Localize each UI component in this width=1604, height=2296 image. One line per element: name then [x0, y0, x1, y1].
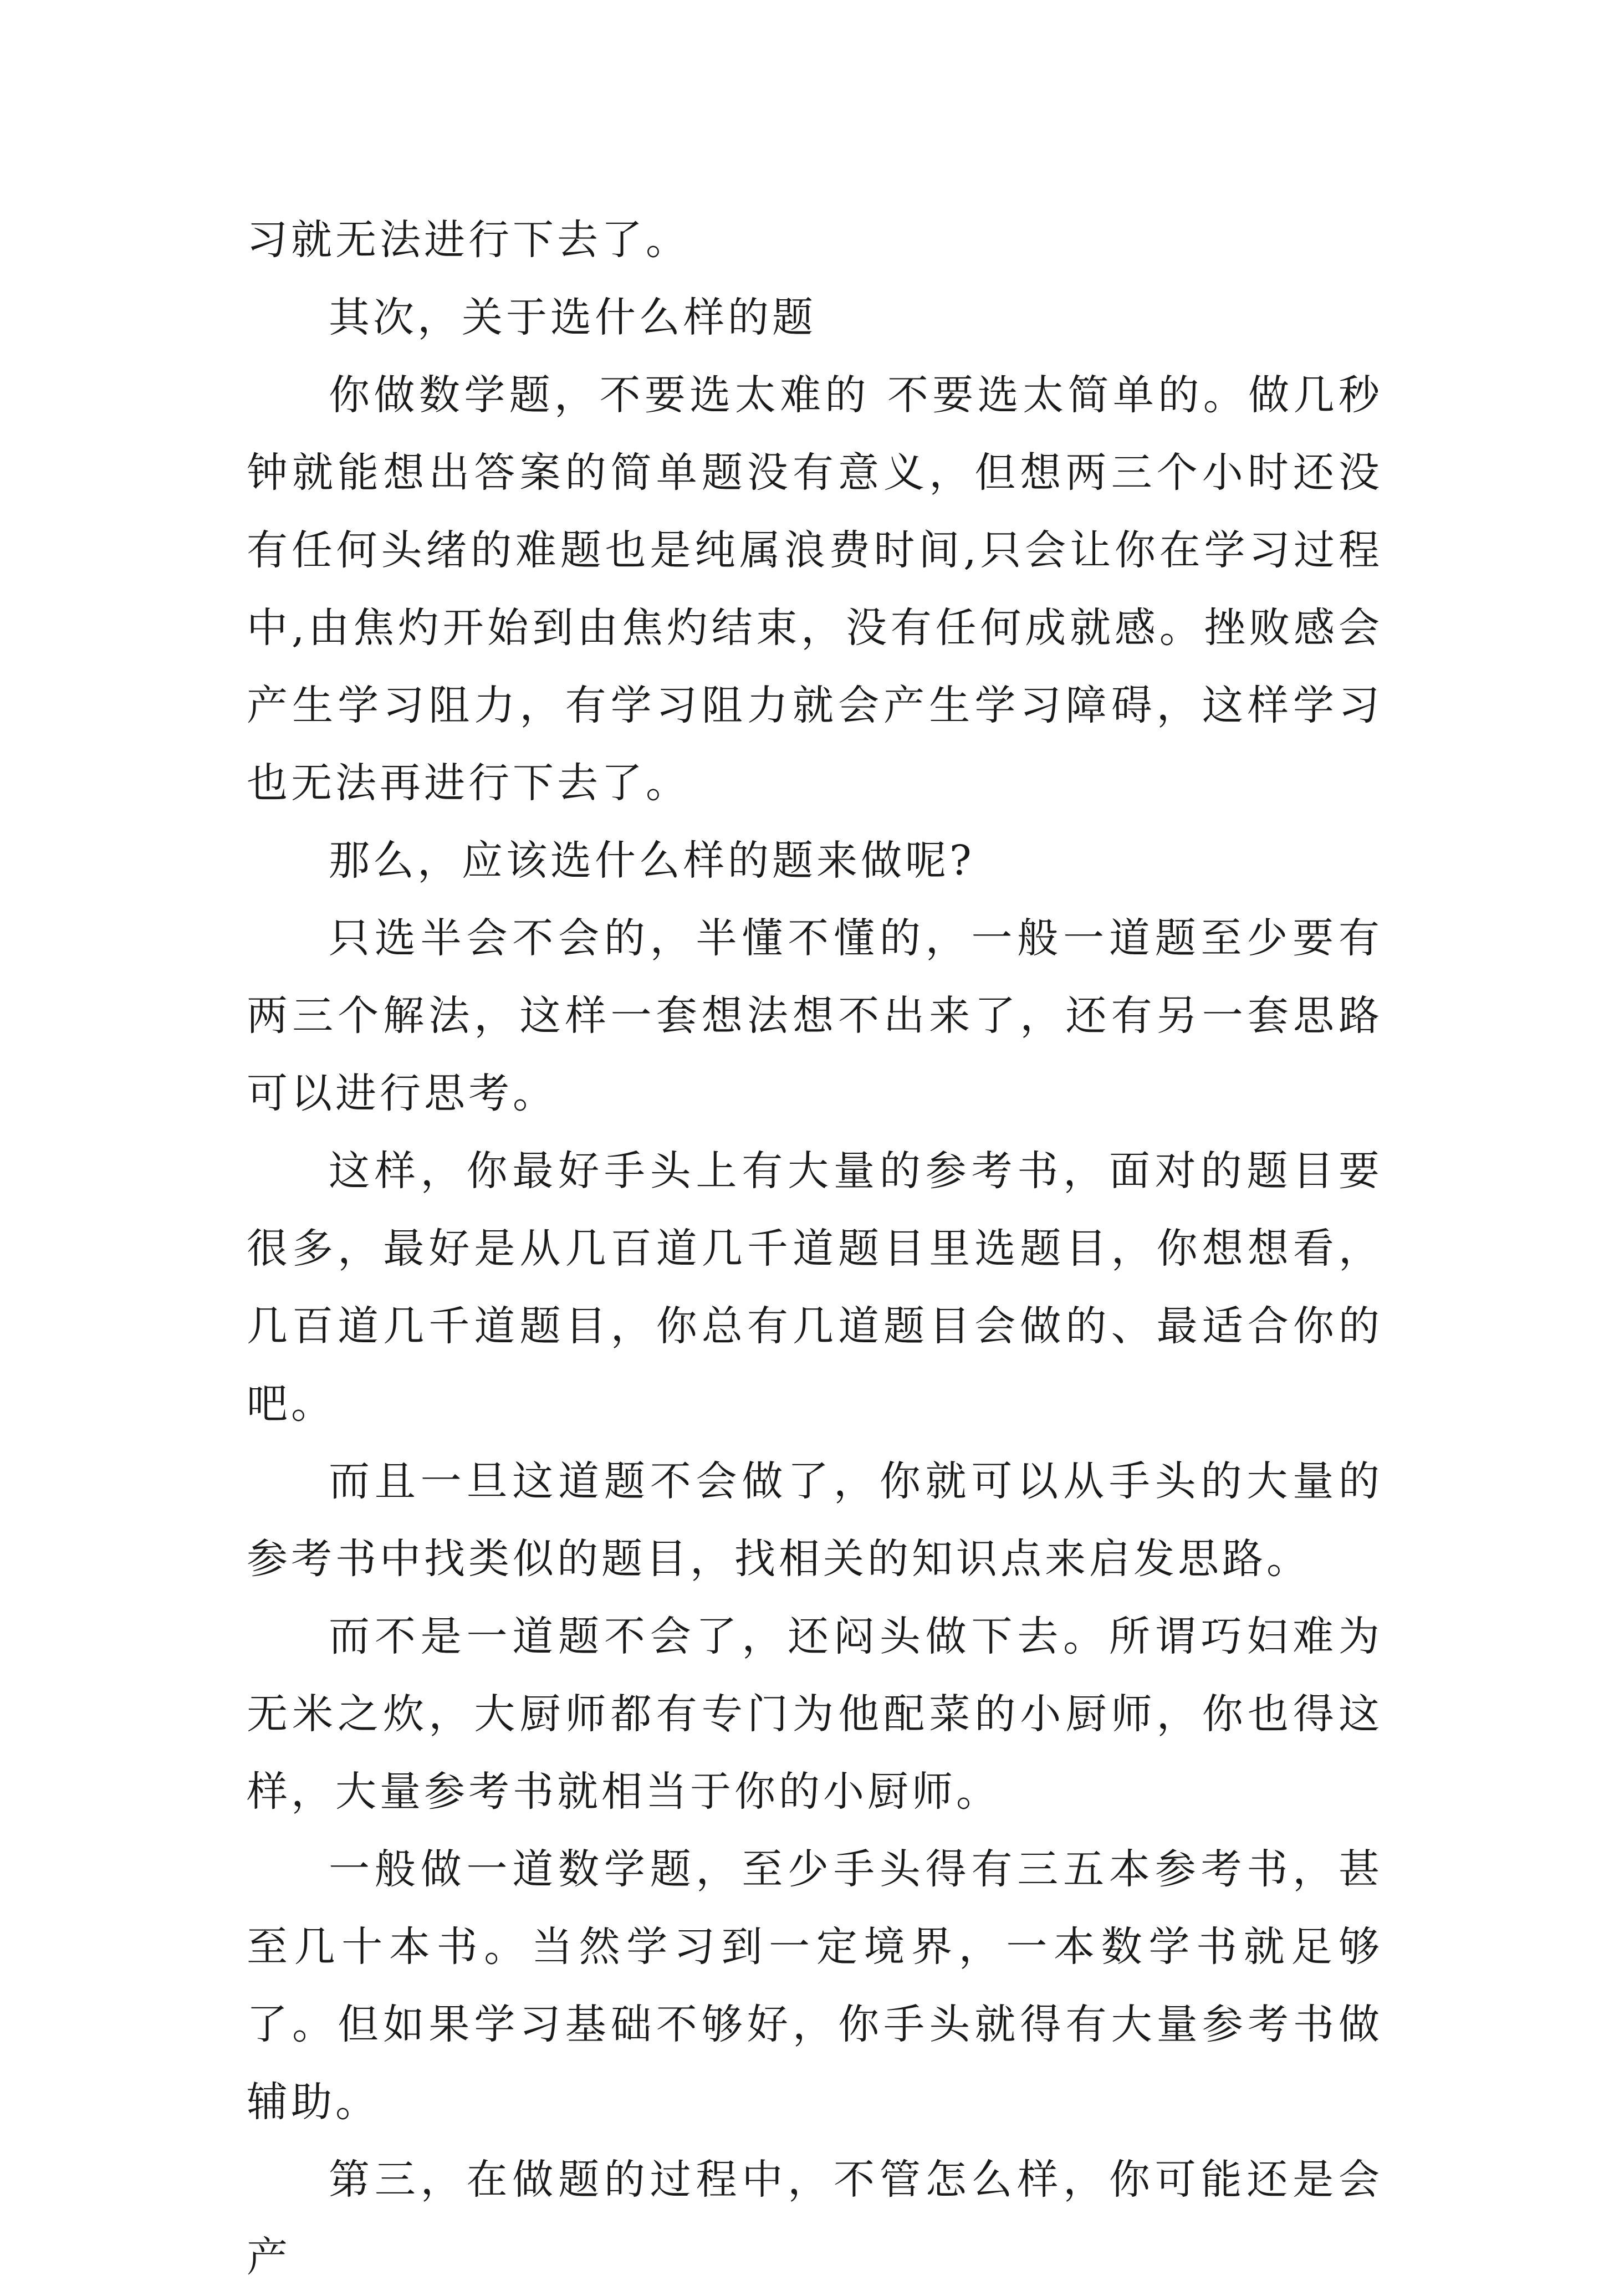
- paragraph-8: 而不是一道题不会了，还闷头做下去。所谓巧妇难为无米之炊，大厨师都有专门为他配菜的小厨师，你也得这样，大量参考书就相当于你的小厨师。: [247, 1613, 1383, 1816]
- paragraph-4: 那么，应该选什么样的题来做呢?: [329, 837, 975, 884]
- paragraph-3: 你做数学题，不要选太难的 不要选太简单的。做几秒钟就能想出答案的简单题没有意义，但想两三个小时还没有任何头绪的难题也是纯属浪费时间,只会让你在学习过程中,由焦灼开始到由焦灼结束，没有任何成就感。挫败感会产生学习阻力，有学习阻力就会产生学习障碍，这样学习也无法再进行下去了。: [247, 371, 1383, 807]
- paragraph-10: 第三，在做题的过程中，不管怎么样，你可能还是会产: [247, 2156, 1383, 2281]
- paragraph-2: 其次，关于选什么样的题: [329, 294, 816, 341]
- paragraph-7: 而且一旦这道题不会做了，你就可以从手头的大量的参考书中找类似的题目，找相关的知识点来启发思路。: [247, 1458, 1383, 1583]
- document-body: [247, 201, 1383, 2296]
- paragraph-1: 习就无法进行下去了。: [247, 216, 690, 264]
- paragraph-5: 只选半会不会的，半懂不懂的，一般一道题至少要有两三个解法，这样一套想法想不出来了，还有另一套思路可以进行思考。: [247, 914, 1383, 1117]
- paragraph-6: 这样，你最好手头上有大量的参考书，面对的题目要很多，最好是从几百道几千道题目里选题目，你想想看，几百道几千道题目，你总有几道题目会做的、最适合你的吧。: [247, 1147, 1383, 1428]
- paragraph-9: 一般做一道数学题，至少手头得有三五本参考书，甚至几十本书。当然学习到一定境界，一本数学书就足够了。但如果学习基础不够好，你手头就得有大量参考书做辅助。: [247, 1845, 1383, 2126]
